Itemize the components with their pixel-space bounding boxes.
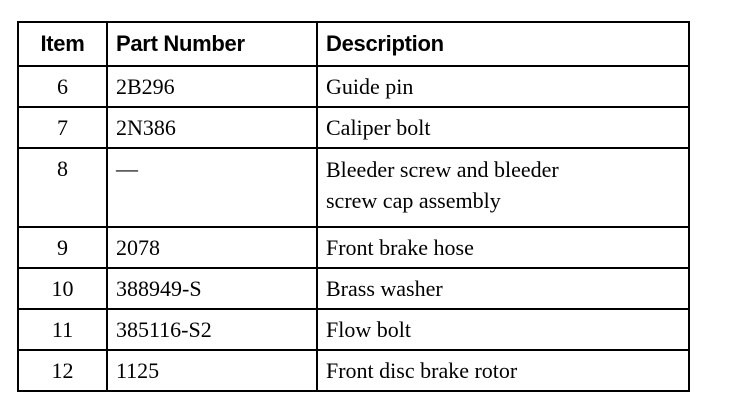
description-cell — [317, 107, 689, 148]
part-number-cell: — — [107, 148, 317, 227]
part-number-cell: 1125 — [107, 350, 317, 391]
header-part-number: Part Number — [107, 22, 317, 66]
table-row — [18, 148, 689, 227]
part-number-cell: 388949-S — [107, 268, 317, 309]
description-line: Bleeder screw and bleeder — [326, 157, 559, 182]
description-line: Flow bolt — [326, 317, 411, 342]
table-row — [18, 309, 689, 350]
description-cell — [317, 66, 689, 107]
item-cell: 9 — [18, 227, 107, 268]
description-line: Caliper bolt — [326, 115, 431, 140]
item-cell: 8 — [18, 148, 107, 227]
table-row — [18, 350, 689, 391]
part-number-cell: 2B296 — [107, 66, 317, 107]
description-cell — [317, 350, 689, 391]
description-line: Brass washer — [326, 276, 443, 301]
description-line: Front disc brake rotor — [326, 358, 518, 383]
table-row — [18, 227, 689, 268]
part-number-cell: 2N386 — [107, 107, 317, 148]
part-number-cell: 385116-S2 — [107, 309, 317, 350]
table-row — [18, 107, 689, 148]
table-row — [18, 66, 689, 107]
parts-table — [17, 21, 690, 392]
header-row — [18, 22, 689, 66]
table-row — [18, 268, 689, 309]
description-cell — [317, 268, 689, 309]
item-cell: 10 — [18, 268, 107, 309]
description-line: Guide pin — [326, 74, 414, 99]
header-item: Item — [18, 22, 107, 66]
description-cell — [317, 227, 689, 268]
item-cell: 7 — [18, 107, 107, 148]
description-line: Front brake hose — [326, 235, 474, 260]
description-cell — [317, 148, 689, 227]
item-cell: 6 — [18, 66, 107, 107]
item-cell: 12 — [18, 350, 107, 391]
header-description: Description — [317, 22, 689, 66]
item-cell: 11 — [18, 309, 107, 350]
description-cell — [317, 309, 689, 350]
description-line: screw cap assembly — [326, 188, 501, 213]
part-number-cell: 2078 — [107, 227, 317, 268]
